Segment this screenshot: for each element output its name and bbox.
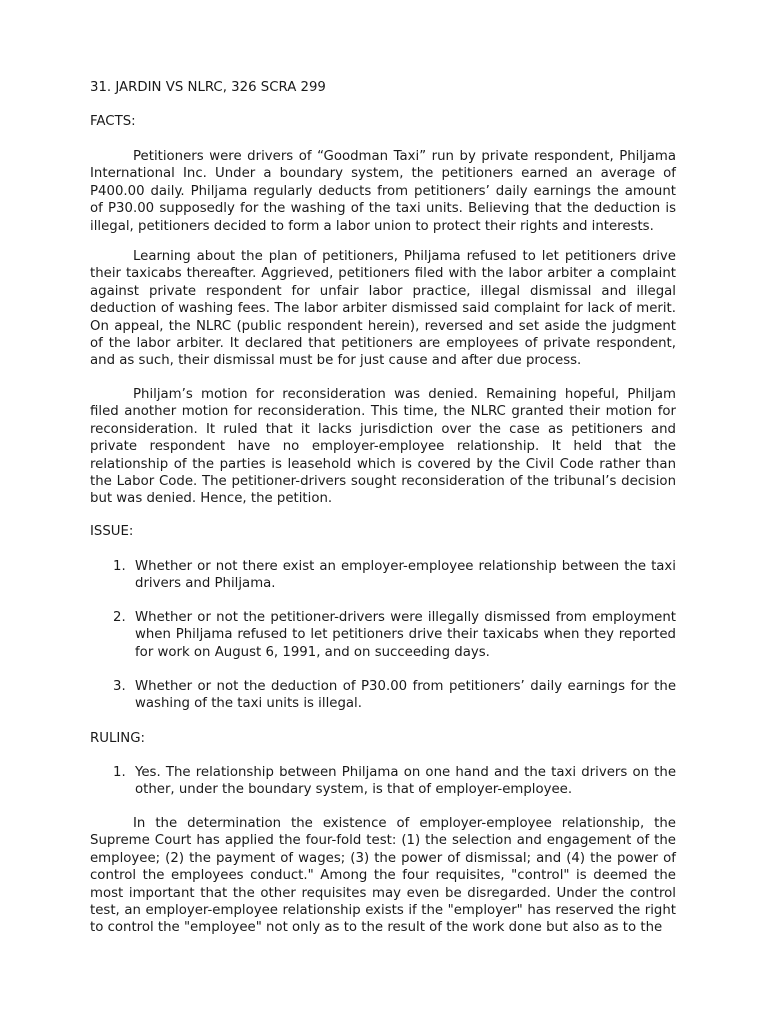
issue-item-1 <box>113 558 676 593</box>
facts-paragraph-2: Learning about the plan of petitioners, Philjama refused to let petitioners drive their taxicabs thereafter. Aggrieved, petitioners filed with the labor arbiter a complaint against private respondent for unfair labor practice, illegal dismissal and illegal deduction of washing fees. The labor arbiter dismissed said complaint for lack of merit. On appeal, the NLRC (public respondent herein), reversed and set aside the judgment of the labor arbiter. It declared that petitioners are employees of private respondent, and as such, their dismissal must be for just cause and after due process. <box>90 249 676 369</box>
issue-heading: ISSUE: <box>90 524 134 539</box>
ruling-heading: RULING: <box>90 731 146 746</box>
issue-item-number: 2. <box>113 610 126 625</box>
issue-item-number: 3. <box>113 679 126 694</box>
ruling-paragraph: In the determination the existence of employer-employee relationship, the Supreme Court has applied the four-fold test: (1) the selection and engagement of the employee; (2) the payment of wages; (3) the power of dismissal; and (4) the power of control the employees conduct." Among the four requisites, "control" is deemed the most important that the other requisites may even be disregarded. Under the control test, an employer-employee relationship exists if the "employer" has reserved the right to control the "employee" not only as to the result of the work done but also as to the <box>90 816 676 936</box>
issue-item-3 <box>113 678 676 713</box>
ruling-item-number: 1. <box>113 765 126 780</box>
case-title: 31. JARDIN VS NLRC, 326 SCRA 299 <box>90 80 326 95</box>
issue-item-text: Whether or not the deduction of P30.00 from petitioners’ daily earnings for the washing of the taxi units is illegal. <box>135 679 676 712</box>
ruling-item-text: Yes. The relationship between Philjama on one hand and the taxi drivers on the other, under the boundary system, is that of employer-employee. <box>135 765 676 798</box>
issue-item-number: 1. <box>113 559 126 574</box>
facts-heading: FACTS: <box>90 114 136 129</box>
ruling-item-1 <box>113 764 676 799</box>
issue-item-text: Whether or not there exist an employer-employee relationship between the taxi drivers and Philjama. <box>135 559 676 592</box>
issue-item-text: Whether or not the petitioner-drivers were illegally dismissed from employment when Philjama refused to let petitioners drive their taxicabs when they reported for work on August 6, 1991, and on succeeding days. <box>135 610 676 660</box>
facts-paragraph-1: Petitioners were drivers of “Goodman Taxi” run by private respondent, Philjama International Inc. Under a boundary system, the petitioners earned an average of P400.00 daily. Philjama regularly deducts from petitioners’ daily earnings the amount of P30.00 supposedly for the washing of the taxi units. Believing that the deduction is illegal, petitioners decided to form a labor union to protect their rights and interests. <box>90 149 676 234</box>
issue-item-2 <box>113 609 676 661</box>
facts-paragraph-3: Philjam’s motion for reconsideration was denied. Remaining hopeful, Philjam filed another motion for reconsideration. This time, the NLRC granted their motion for reconsideration. It ruled that it lacks jurisdiction over the case as petitioners and private respondent have no employer-employee relationship. It held that the relationship of the parties is leasehold which is covered by the Civil Code rather than the Labor Code. The petitioner-drivers sought reconsideration of the tribunal’s decision but was denied. Hence, the petition. <box>90 387 676 507</box>
